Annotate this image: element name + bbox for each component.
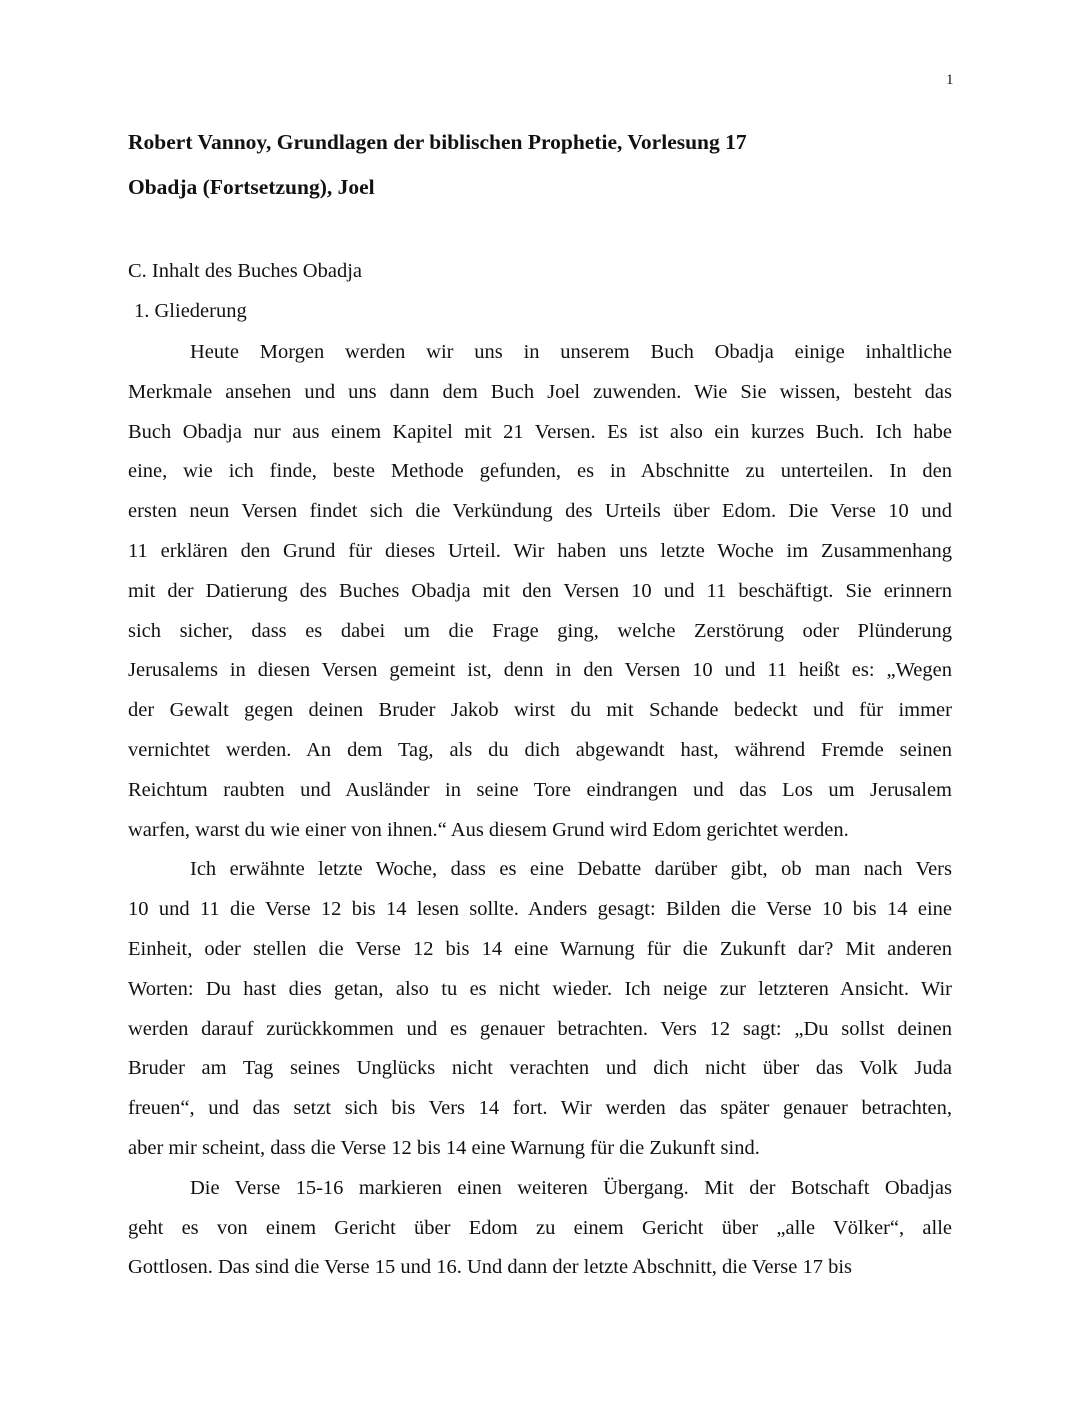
paragraph-line: Heute Morgen werden wir uns in unserem Buch Obadja einige inhaltliche: [190, 341, 952, 363]
paragraph-line: Gottlosen. Das sind die Verse 15 und 16. Und dann der letzte Abschnitt, die Verse 17 bis: [128, 1256, 853, 1279]
paragraph-line: Buch Obadja nur aus einem Kapitel mit 21 Versen. Es ist also ein kurzes Buch. Ich habe: [128, 420, 952, 443]
paragraph-line: mit der Datierung des Buches Obadja mit den Versen 10 und 11 beschäftigt. Sie erinnern: [128, 579, 952, 602]
paragraph-line: warfen, warst du wie einer von ihnen.“ Aus diesem Grund wird Edom gerichtet werden.: [128, 818, 849, 841]
paragraph-line: Bruder am Tag seines Unglücks nicht verachten und dich nicht über das Volk Juda: [128, 1057, 952, 1080]
paragraph-line: Reichtum raubten und Ausländer in seine Tore eindrangen und das Los um Jerusalem: [128, 778, 952, 801]
paragraph-line: Merkmale ansehen und uns dann dem Buch Joel zuwenden. Wie Sie wissen, besteht das: [128, 380, 952, 403]
paragraph-line: Die Verse 15-16 markieren einen weiteren Übergang. Mit der Botschaft Obadjas: [190, 1176, 952, 1199]
paragraph-line: Ich erwähnte letzte Woche, dass es eine Debatte darüber gibt, ob man nach Vers: [190, 858, 952, 881]
paragraph-line: ersten neun Versen findet sich die Verkündung des Urteils über Edom. Die Verse 10 und: [128, 500, 952, 523]
paragraph-line: geht es von einem Gericht über Edom zu einem Gericht über „alle Völker“, alle: [128, 1216, 952, 1239]
document-subtitle: Obadja (Fortsetzung), Joel: [128, 175, 375, 199]
section-heading: C. Inhalt des Buches Obadja: [128, 260, 362, 282]
paragraph-line: aber mir scheint, dass die Verse 12 bis 14 eine Warnung für die Zukunft sind.: [128, 1137, 760, 1159]
paragraph-line: freuen“, und das setzt sich bis Vers 14 fort. Wir werden das später genauer betrachten,: [128, 1097, 952, 1120]
paragraph-line: Einheit, oder stellen die Verse 12 bis 14 eine Warnung für die Zukunft dar? Mit anderen: [128, 938, 952, 960]
paragraph-line: der Gewalt gegen deinen Bruder Jakob wirst du mit Schande bedeckt und für immer: [128, 699, 952, 722]
paragraph-line: Worten: Du hast dies getan, also tu es nicht wieder. Ich neige zur letzteren Ansicht. Wir: [128, 977, 952, 1000]
paragraph-line: 11 erklären den Grund für dieses Urteil. Wir haben uns letzte Woche im Zusammenhang: [128, 540, 952, 562]
page-number: 1: [946, 72, 954, 88]
paragraph-line: Jerusalems in diesen Versen gemeint ist, denn in den Versen 10 und 11 heißt es: „Wegen: [128, 659, 952, 682]
paragraph-line: sich sicher, dass es dabei um die Frage ging, welche Zerstörung oder Plünderung: [128, 619, 952, 642]
paragraph-line: werden darauf zurückkommen und es genauer betrachten. Vers 12 sagt: „Du sollst deinen: [128, 1017, 952, 1040]
subsection-heading: 1. Gliederung: [134, 300, 247, 322]
paragraph-line: 10 und 11 die Verse 12 bis 14 lesen sollte. Anders gesagt: Bilden die Verse 10 bis 14 eine: [128, 898, 952, 921]
document-title: Robert Vannoy, Grundlagen der biblischen Prophetie, Vorlesung 17: [128, 130, 747, 154]
paragraph-line: eine, wie ich finde, beste Methode gefunden, es in Abschnitte zu unterteilen. In den: [128, 460, 952, 483]
paragraph-line: vernichtet werden. An dem Tag, als du dich abgewandt hast, während Fremde seinen: [128, 739, 952, 761]
